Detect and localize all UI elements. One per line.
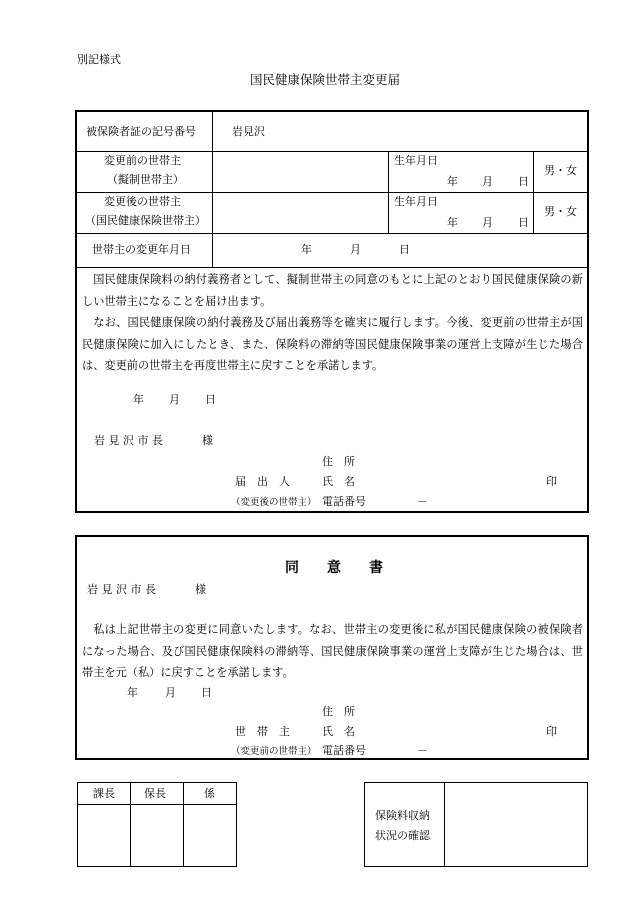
consent-phone-dash: － bbox=[417, 744, 428, 757]
staff-stamp[interactable] bbox=[185, 805, 235, 865]
consent-address-label: 住 所 bbox=[322, 705, 355, 718]
change-date-label: 世帯主の変更年月日 bbox=[92, 243, 191, 256]
applicant-name-field[interactable] bbox=[380, 474, 540, 490]
approval-stamp-table bbox=[77, 782, 237, 867]
after-head-sub: （国民健康保険世帯主） bbox=[85, 214, 206, 227]
section-chief-stamp[interactable] bbox=[79, 805, 129, 865]
after-head-name-field[interactable] bbox=[214, 194, 386, 231]
consent-month: 月 bbox=[165, 686, 176, 699]
before-birth-year: 年 bbox=[447, 175, 458, 188]
staff-label: 係 bbox=[204, 787, 215, 800]
before-birth-label: 生年月日 bbox=[394, 154, 438, 167]
confirm-field[interactable] bbox=[446, 784, 586, 865]
before-head-label: 変更前の世帯主 bbox=[104, 154, 181, 167]
after-sex-option[interactable]: 男・女 bbox=[544, 205, 577, 218]
consent-head-note: （変更前の世帯主） bbox=[231, 746, 317, 757]
consent-address-field[interactable] bbox=[380, 704, 580, 720]
after-birth-year: 年 bbox=[447, 216, 458, 229]
before-sex-option[interactable]: 男・女 bbox=[544, 164, 577, 177]
consent-name-label: 氏 名 bbox=[322, 725, 355, 738]
after-birth-month: 月 bbox=[482, 216, 493, 229]
notification-paragraph-2: なお、国民健康保険の納付義務及び届出義務等を確実に履行します。今後、変更前の世帯主が国民健康保険に加入にしたとき、また、保険料の滞納等国民健康保険事業の運営上支障が生じた場合は、変更前の世帯主を再度世帯主に戻すことを承諾します。 bbox=[82, 316, 583, 372]
insurance-number-value[interactable]: 岩見沢 bbox=[232, 125, 265, 138]
applicant-address-field[interactable] bbox=[380, 454, 580, 470]
confirm-label-line2: 状況の確認 bbox=[375, 829, 430, 842]
consent-phone-label: 電話番号 bbox=[322, 744, 366, 757]
before-birth-day: 日 bbox=[518, 175, 529, 188]
applicant-note: （変更後の世帯主） bbox=[231, 497, 317, 508]
consent-day: 日 bbox=[201, 686, 212, 699]
after-birth-day: 日 bbox=[518, 216, 529, 229]
mayor-honorific: 様 bbox=[202, 434, 213, 447]
applicant-address-label: 住 所 bbox=[322, 455, 355, 468]
insurance-number-label: 被保険者証の記号番号 bbox=[86, 125, 196, 138]
consent-mayor-honorific: 様 bbox=[195, 583, 206, 596]
household-head-label: 世 帯 主 bbox=[235, 725, 290, 738]
consent-mayor-addressee: 岩 見 沢 市 長 bbox=[87, 583, 156, 596]
applicant-name-label: 氏 名 bbox=[322, 475, 355, 488]
consent-seal: 印 bbox=[546, 725, 557, 738]
submission-year: 年 bbox=[133, 393, 144, 406]
before-birth-month: 月 bbox=[482, 175, 493, 188]
applicant-phone-dash: － bbox=[417, 495, 428, 508]
consent-year: 年 bbox=[127, 686, 138, 699]
consent-paragraph: 私は上記世帯主の変更に同意いたします。なお、世帯主の変更後に私が国民健康保険の被保険者になった場合、及び国民健康保険料の滞納等、国民健康保険事業の運営上支障が生じた場合は、世帯主を元（私）に戻すことを承諾します。 bbox=[82, 623, 583, 679]
mayor-addressee: 岩 見 沢 市 長 bbox=[94, 434, 163, 447]
submission-day: 日 bbox=[205, 393, 216, 406]
form-label: 別記様式 bbox=[77, 53, 121, 66]
submission-month: 月 bbox=[169, 393, 180, 406]
insurance-chief-stamp[interactable] bbox=[132, 805, 182, 865]
page-title: 国民健康保険世帯主変更届 bbox=[250, 72, 401, 87]
confirm-label-line1: 保険料収納 bbox=[375, 809, 430, 822]
notification-form bbox=[75, 110, 589, 513]
insurance-chief-label: 保長 bbox=[144, 787, 166, 800]
change-date-month: 月 bbox=[350, 243, 361, 256]
after-head-label: 変更後の世帯主 bbox=[104, 195, 181, 208]
applicant-phone-label: 電話番号 bbox=[322, 495, 366, 508]
before-head-name-field[interactable] bbox=[214, 153, 386, 190]
consent-form bbox=[75, 535, 589, 760]
consent-name-field[interactable] bbox=[380, 724, 540, 740]
section-chief-label: 課長 bbox=[93, 787, 115, 800]
before-head-sub: （擬制世帯主） bbox=[107, 173, 184, 186]
notification-paragraph-1: 国民健康保険料の納付義務者として、擬制世帯主の同意のもとに上記のとおり国民健康保険の新しい世帯主になることを届け出ます。 bbox=[82, 273, 583, 308]
change-date-year: 年 bbox=[301, 243, 312, 256]
change-date-day: 日 bbox=[399, 243, 410, 256]
applicant-seal: 印 bbox=[546, 475, 557, 488]
after-birth-label: 生年月日 bbox=[394, 195, 438, 208]
payment-confirmation-box bbox=[364, 782, 588, 867]
consent-title: 同 意 書 bbox=[285, 560, 383, 576]
applicant-label: 届 出 人 bbox=[235, 475, 290, 488]
